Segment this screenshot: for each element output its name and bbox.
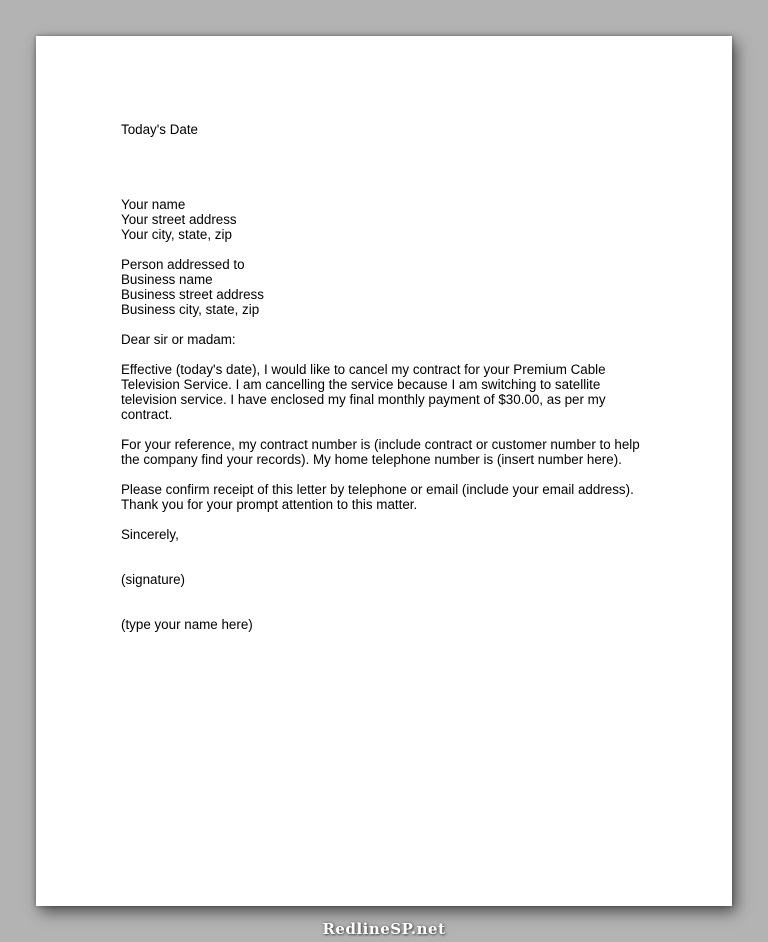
recipient-address — [121, 257, 661, 317]
sender-name: Your name — [121, 197, 186, 212]
salutation: Dear sir or madam: — [121, 332, 236, 347]
letter-page — [36, 36, 732, 906]
paragraph-line: the company find your records). My home telephone number is (insert number here). — [121, 452, 622, 467]
paragraph-line: For your reference, my contract number is (include contract or customer number to help — [121, 437, 640, 452]
paragraph-line: Television Service. I am cancelling the service because I am switching to satellite — [121, 377, 601, 392]
paragraph-cancellation — [121, 362, 661, 422]
paragraph-line: Effective (today's date), I would like to cancel my contract for your Premium Cable — [121, 362, 606, 377]
recipient-person: Person addressed to — [121, 257, 245, 272]
date-line: Today's Date — [121, 122, 198, 137]
watermark: RedlineSP.net — [322, 920, 446, 938]
recipient-business: Business name — [121, 272, 213, 287]
signature-placeholder: (signature) — [121, 572, 186, 587]
typed-name-placeholder: (type your name here) — [121, 617, 253, 632]
sender-city: Your city, state, zip — [121, 227, 232, 242]
paragraph-line: television service. I have enclosed my final monthly payment of $30.00, as per my — [121, 392, 606, 407]
paragraph-reference — [121, 437, 661, 467]
sender-address — [121, 197, 661, 242]
paragraph-line: contract. — [121, 407, 173, 422]
paragraph-confirmation — [121, 482, 661, 512]
closing: Sincerely, — [121, 527, 179, 542]
paragraph-line: Thank you for your prompt attention to this matter. — [121, 497, 418, 512]
recipient-city: Business city, state, zip — [121, 302, 260, 317]
recipient-street: Business street address — [121, 287, 264, 302]
sender-street: Your street address — [121, 212, 237, 227]
letter-body — [121, 122, 661, 632]
paragraph-line: Please confirm receipt of this letter by telephone or email (include your email address). — [121, 482, 634, 497]
